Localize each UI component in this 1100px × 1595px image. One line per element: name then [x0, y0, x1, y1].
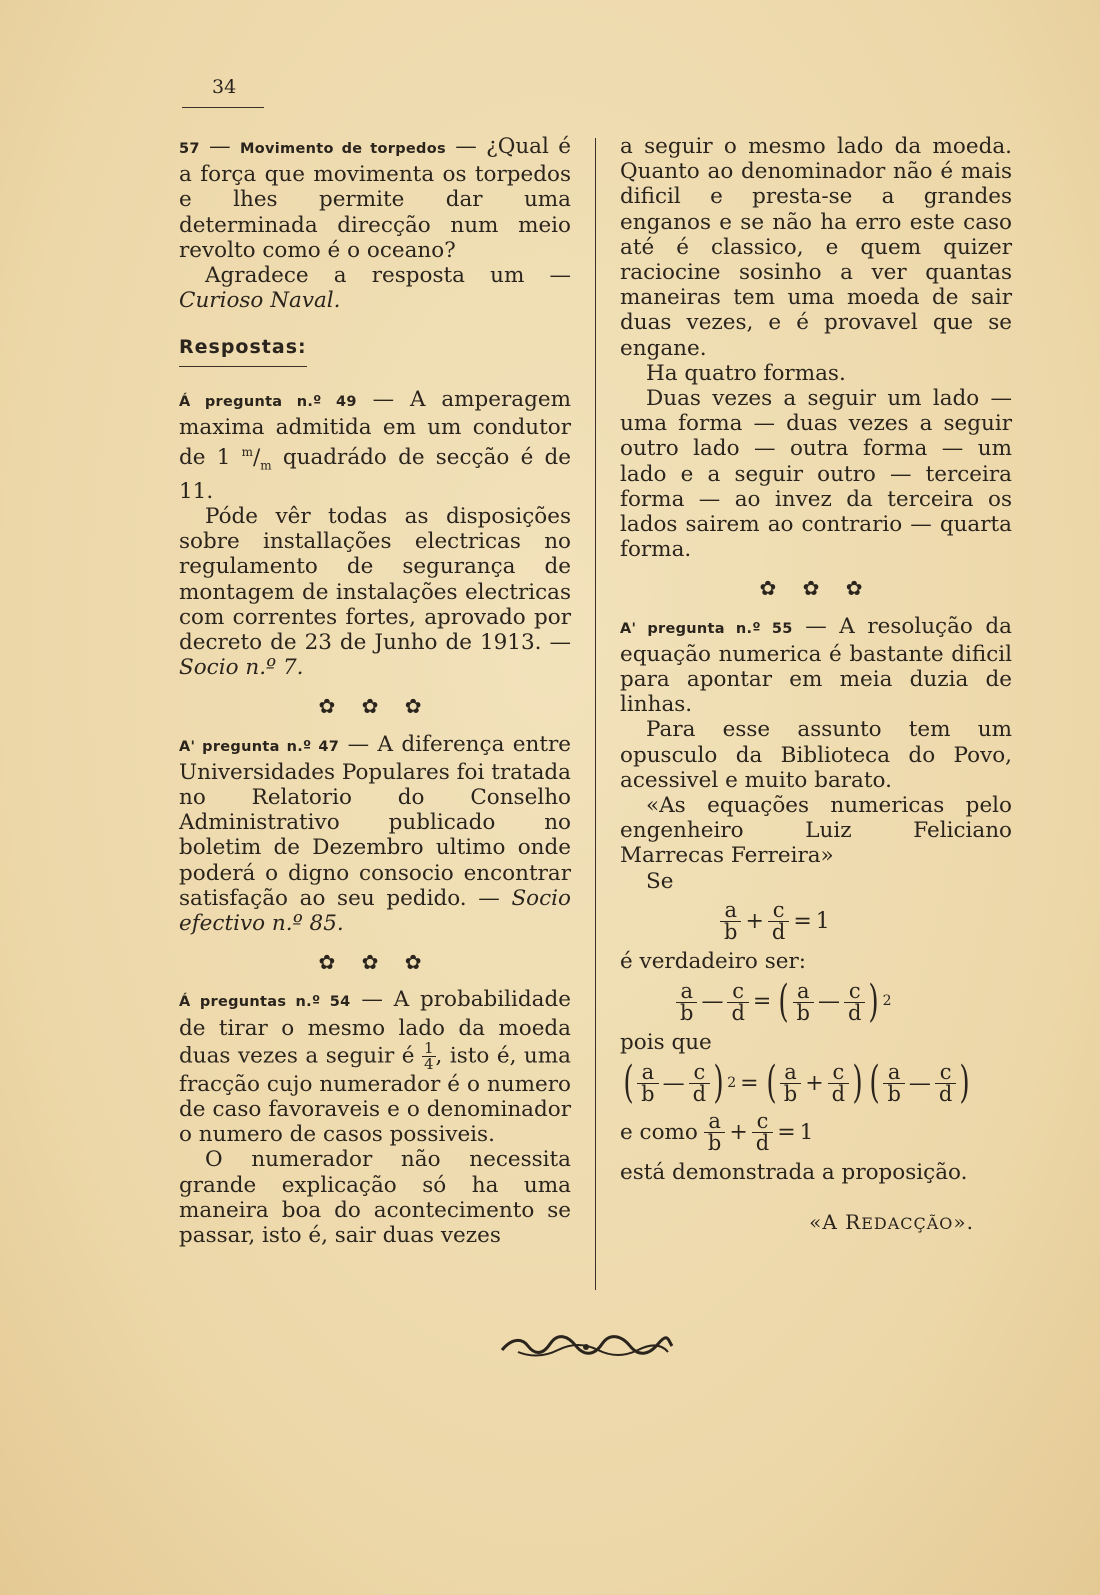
right-column [620, 134, 1012, 1236]
question-57-title: Movimento de torpedos [240, 141, 446, 157]
page-number: 34 [212, 76, 237, 98]
end-ornament-icon [498, 1332, 674, 1362]
header-rule [182, 107, 264, 108]
section-divider-stars: ✿ ✿ ✿ [318, 694, 432, 719]
answer-55-pois-que: pois que [620, 1030, 712, 1056]
question-57-thanks: Agradece a resposta um — Curioso Naval. [179, 263, 571, 314]
answer-54-four-forms: Ha quatro formas. [646, 360, 846, 386]
redaccao-signature: «A REDACÇÃO». [809, 1209, 974, 1234]
column-divider [595, 138, 596, 1290]
equation-3: ( $\frac{a}{b}$ — $\frac{c}{d}$ ) 2 = ( $\frac{a}{b}$ + $\frac{c}{d}$ ) ( $\frac{a}{b}$ — $\frac{c}{d}$ ) [623, 1057, 971, 1109]
left-column [179, 134, 571, 1248]
answer-49-head: Á pregunta n.º 49 [179, 393, 357, 410]
equation-4: e como $\frac{a}{b}$ + $\frac{c}{d}$ = 1 [620, 1109, 814, 1156]
answer-55-citation: «As equações numericas pelo engenheiro Luiz Feliciano Marrecas Ferreira» [620, 793, 1012, 869]
answer-55-head: A' pregunta n.º 55 [620, 620, 793, 637]
respostas-heading: Respostas: [179, 335, 307, 366]
answer-55-demonstrada: está demonstrada a proposição. [620, 1160, 968, 1186]
answer-47: A' pregunta n.º 47 — A diferença entre Universidades Populares foi tratada no Relatorio do Conselho Administrativo publicado no boletim de Dezembro ultimo onde poderá o digno consocio encontrar satisfação ao seu pedido. — Socio efectivo n.º 85. [179, 731, 571, 936]
answer-49-detail: Póde vêr todas as disposições sobre installações electricas no regulamento de segurança de montagem de instalações electricas com correntes fortes, aprovado por decreto de 23 de Junho de 1913. — Socio n.º 7. [179, 503, 571, 681]
equation-1: $\frac{a}{b}$ + $\frac{c}{d}$ = 1 [620, 900, 1012, 943]
section-divider-stars: ✿ ✿ ✿ [759, 576, 873, 601]
answer-54-head: Á preguntas n.º 54 [179, 994, 351, 1011]
fraction-one-quarter: $\frac{1}{4}$ [424, 1038, 434, 1073]
question-57-number: 57 [179, 141, 200, 157]
answer-55-se: Se [646, 868, 674, 894]
answer-49: Á pregunta n.º 49 — A amperagem maxima admitida em um condutor de 1 $^m/_m$ quadrádo de secção é de 11. [179, 386, 571, 504]
answer-54-continued: a seguir o mesmo lado da moeda. Quanto ao denominador não é mais dificil e presta-se a grandes enganos e se não ha erro este caso até é classico, e quem quizer raciocine sosinho a ver quantas maneiras tem uma moeda de sair duas vezes, e é provavel que se engane. [620, 134, 1012, 361]
answer-54-detail: O numerador não necessita grande explicação só ha uma maneira boa do acontecimento se passar, isto é, sair duas vezes [179, 1147, 571, 1248]
answer-55-verdadeiro: é verdadeiro ser: [620, 948, 806, 974]
answer-54: Á preguntas n.º 54 — A probabilidade de tirar o mesmo lado da moeda duas vezes a seguir é $\frac{1}{4}$ , isto é, uma fracção cujo numerador é o numero de caso favoraveis e o denominador o numero de casos possiveis. [179, 987, 571, 1148]
answer-49-signature: Socio n.º 7. [179, 655, 304, 681]
question-57: 57 — Movimento de torpedos — ¿Qual é a força que movimenta os torpedos e lhes permite dar uma determinada direcção num meio revolto como é o oceano? [179, 134, 571, 263]
question-57-signature: Curioso Naval. [179, 288, 341, 314]
answer-47-head: A' pregunta n.º 47 [179, 738, 340, 755]
answer-55-book: Para esse assunto tem um opusculo da Biblioteca do Povo, acessivel e muito barato. [620, 717, 1012, 793]
answer-47-signature: Socio efectivo n.º 85. [179, 885, 571, 936]
question-57-text: ¿Qual é a força que movimenta os torpedos e lhes permite dar uma determinada direcção num meio revolto como é o oceano? [179, 134, 571, 263]
equation-2: $\frac{a}{b}$ — $\frac{c}{d}$ = ( $\frac{a}{b}$ — $\frac{c}{d}$ ) 2 [620, 980, 1012, 1024]
answer-55: A' pregunta n.º 55 — A resolução da equação numerica é bastante dificil para apontar em meia duzia de linhas. [620, 613, 1012, 718]
section-divider-stars: ✿ ✿ ✿ [318, 950, 432, 975]
answer-54-explanation: Duas vezes a seguir um lado — uma forma — duas vezes a seguir outro lado — outra forma — um lado e a seguir outro — terceira forma — ao invez da terceira os lados sairem ao contrario — quarta forma. [620, 386, 1012, 563]
